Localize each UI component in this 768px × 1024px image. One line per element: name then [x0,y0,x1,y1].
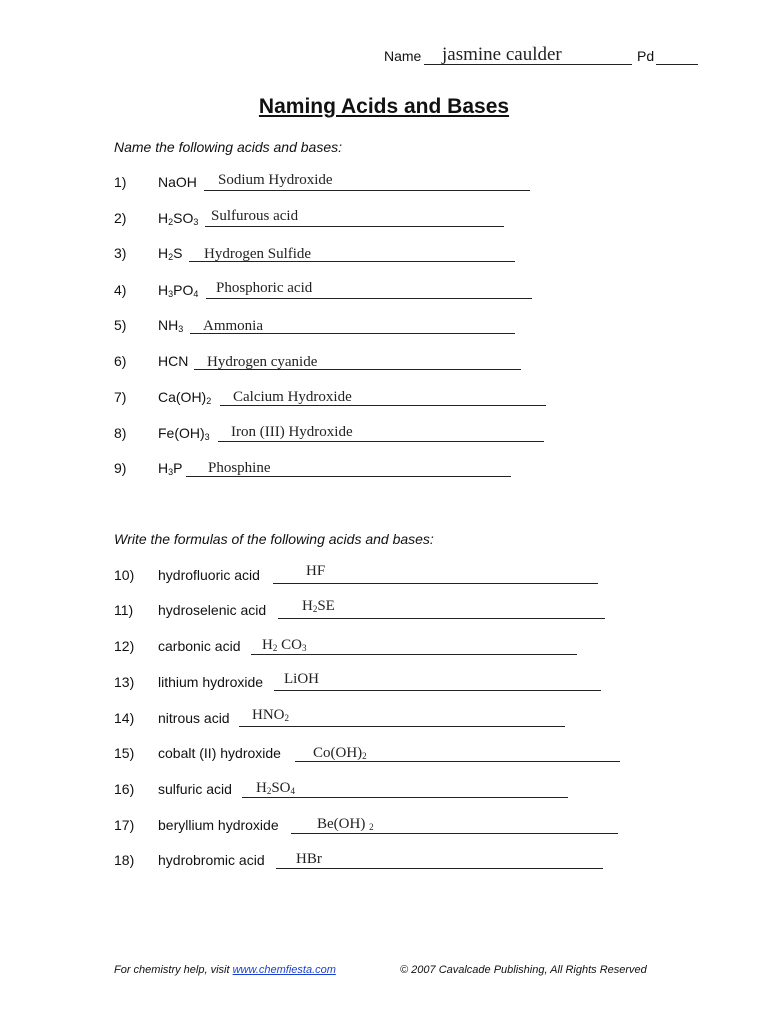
name-label: Name [384,48,422,64]
answer-text[interactable]: Sodium Hydroxide [218,172,333,188]
item-number: 16) [114,781,135,797]
answer-text[interactable]: Be(OH) $_2$ [317,816,374,832]
item-name: hydrofluoric acid [158,567,260,583]
item-number: 3) [114,245,127,261]
footer-help: For chemistry help, visit www.chemfiesta.com [114,964,336,976]
item-name: hydrobromic acid [158,852,265,868]
answer-text[interactable]: $HNO_2$ [252,707,289,723]
item-number: 1) [114,174,127,190]
item-number: 13) [114,674,135,690]
answer-text[interactable]: Hydrogen cyanide [207,354,318,370]
answer-text[interactable]: Sulfurous acid [211,208,299,224]
answer-text[interactable]: HBr [296,851,322,867]
item-name: lithium hydroxide [158,674,264,690]
answer-text[interactable]: Ammonia [203,318,263,334]
name-value[interactable]: jasmine caulder [442,44,562,65]
section1-instruction: Name the following acids and bases: [114,139,343,155]
pd-line[interactable] [656,64,698,65]
item-number: 15) [114,745,135,761]
answer-line [242,797,568,798]
item-name: cobalt (II) hydroxide [158,745,281,761]
item-formula: $H_2S$ [158,245,183,262]
answer-text[interactable]: $H_2$ $CO_3$ [262,637,307,653]
item-number: 2) [114,210,127,226]
answer-line [276,868,603,869]
answer-line [218,441,544,442]
item-number: 10) [114,567,135,583]
item-number: 7) [114,389,127,405]
item-number: 11) [114,602,134,618]
item-name: carbonic acid [158,638,241,654]
answer-line [251,654,577,655]
item-formula: $NH_3$ [158,317,184,334]
item-formula: $H_3PO_4$ [158,282,199,299]
item-formula: $Ca(OH)_2$ [158,389,212,406]
answer-text[interactable]: $H_2SE$ [302,598,335,614]
item-number: 6) [114,353,127,369]
item-name: beryllium hydroxide [158,817,279,833]
answer-text[interactable]: Hydrogen Sulfide [204,246,312,262]
answer-text[interactable]: $Co(OH)_2$ [313,745,367,761]
item-number: 5) [114,317,127,333]
answer-line [204,190,530,191]
answer-line [273,583,598,584]
item-number: 4) [114,282,127,298]
item-formula: $Fe(OH)_3$ [158,425,210,442]
item-formula: NaOH [158,174,197,190]
answer-line [205,226,504,227]
answer-text[interactable]: Iron (III) Hydroxide [231,424,353,440]
item-number: 12) [114,638,135,654]
answer-line [239,726,565,727]
item-number: 18) [114,852,135,868]
answer-text[interactable]: $H_2SO_4$ [256,780,296,796]
chemfiesta-link[interactable]: www.chemfiesta.com [232,964,336,976]
answer-text[interactable]: Phosphine [208,460,271,476]
item-formula: $H_2SO_3$ [158,210,199,227]
item-number: 9) [114,460,127,476]
answer-line [206,298,532,299]
section2-instruction: Write the formulas of the following acids and bases: [114,531,434,547]
item-formula: $H_3P$ [158,460,183,477]
item-number: 14) [114,710,135,726]
pd-label: Pd [637,48,655,64]
answer-line [274,690,601,691]
footer-copyright: © 2007 Cavalcade Publishing, All Rights Reserved [400,964,647,976]
answer-text[interactable]: Calcium Hydroxide [233,389,352,405]
page-title: Naming Acids and Bases [258,95,510,118]
item-number: 17) [114,817,135,833]
answer-line [278,618,605,619]
item-name: hydroselenic acid [158,602,267,618]
answer-text[interactable]: Phosphoric acid [216,280,313,296]
item-name: nitrous acid [158,710,230,726]
answer-line [291,833,618,834]
answer-text[interactable]: HF [306,563,326,579]
item-number: 8) [114,425,127,441]
answer-text[interactable]: LiOH [284,671,319,687]
item-name: sulfuric acid [158,781,232,797]
item-formula: HCN [158,353,189,369]
